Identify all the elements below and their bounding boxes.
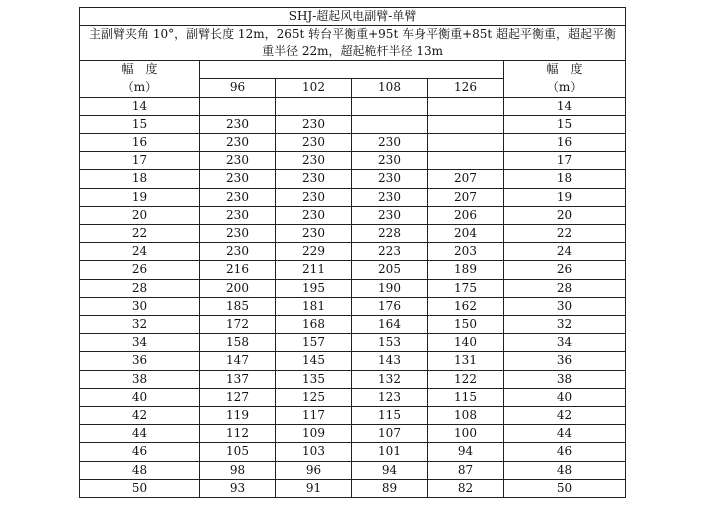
table-row [80,479,626,497]
column-header: 96 [200,79,276,97]
left-radius-header-unit: （m） [80,79,200,97]
load-value-cell: 176 [352,297,428,315]
load-value-cell: 230 [200,188,276,206]
table-row [80,370,626,388]
radius-cell-right: 22 [504,225,626,243]
load-value-cell: 158 [200,334,276,352]
table-row [80,225,626,243]
load-value-cell [428,134,504,152]
table-row [80,261,626,279]
table-row [80,188,626,206]
load-value-cell [428,152,504,170]
boom-length-header-blank [200,61,504,79]
radius-cell-left: 16 [80,134,200,152]
radius-cell-right: 19 [504,188,626,206]
load-value-cell: 87 [428,461,504,479]
load-value-cell: 230 [276,115,352,133]
load-value-cell: 223 [352,243,428,261]
radius-cell-right: 32 [504,316,626,334]
load-value-cell [352,115,428,133]
load-value-cell: 230 [352,134,428,152]
load-value-cell: 122 [428,370,504,388]
radius-cell-left: 28 [80,279,200,297]
column-header: 126 [428,79,504,97]
load-value-cell: 230 [352,188,428,206]
load-value-cell: 100 [428,425,504,443]
load-value-cell: 91 [276,479,352,497]
load-value-cell: 162 [428,297,504,315]
load-value-cell: 125 [276,388,352,406]
load-value-cell: 230 [352,170,428,188]
load-value-cell: 206 [428,206,504,224]
radius-cell-right: 34 [504,334,626,352]
load-value-cell: 230 [200,243,276,261]
table-row [80,352,626,370]
load-value-cell: 127 [200,388,276,406]
radius-cell-right: 26 [504,261,626,279]
right-radius-header-label: 幅 度 [504,61,626,79]
load-value-cell: 103 [276,443,352,461]
table-row [80,425,626,443]
load-value-cell [428,115,504,133]
load-value-cell: 204 [428,225,504,243]
column-header: 108 [352,79,428,97]
load-value-cell [276,97,352,115]
load-value-cell: 190 [352,279,428,297]
radius-cell-left: 26 [80,261,200,279]
load-value-cell: 105 [200,443,276,461]
load-value-cell: 230 [276,225,352,243]
load-value-cell: 230 [200,152,276,170]
radius-cell-right: 40 [504,388,626,406]
load-value-cell: 143 [352,352,428,370]
load-value-cell: 230 [276,134,352,152]
load-value-cell: 94 [352,461,428,479]
table-row [80,316,626,334]
load-value-cell: 230 [276,188,352,206]
load-value-cell: 101 [352,443,428,461]
radius-cell-left: 14 [80,97,200,115]
load-value-cell: 181 [276,297,352,315]
load-value-cell: 115 [352,407,428,425]
load-value-cell: 230 [276,206,352,224]
radius-cell-left: 44 [80,425,200,443]
load-value-cell: 230 [276,170,352,188]
load-value-cell: 98 [200,461,276,479]
table-row [80,443,626,461]
radius-cell-right: 24 [504,243,626,261]
radius-cell-left: 40 [80,388,200,406]
load-value-cell: 230 [200,115,276,133]
load-value-cell: 108 [428,407,504,425]
radius-cell-right: 28 [504,279,626,297]
table-row [80,388,626,406]
radius-cell-left: 38 [80,370,200,388]
table-row [80,407,626,425]
load-value-cell: 230 [200,170,276,188]
load-value-cell: 153 [352,334,428,352]
table-row [80,297,626,315]
load-value-cell: 137 [200,370,276,388]
radius-cell-right: 30 [504,297,626,315]
load-value-cell: 185 [200,297,276,315]
radius-cell-left: 19 [80,188,200,206]
radius-cell-right: 16 [504,134,626,152]
radius-cell-left: 46 [80,443,200,461]
load-value-cell: 115 [428,388,504,406]
table-row [80,461,626,479]
load-value-cell: 109 [276,425,352,443]
radius-cell-right: 38 [504,370,626,388]
radius-cell-left: 18 [80,170,200,188]
load-value-cell: 107 [352,425,428,443]
radius-cell-right: 17 [504,152,626,170]
load-value-cell: 119 [200,407,276,425]
load-value-cell: 228 [352,225,428,243]
radius-cell-left: 36 [80,352,200,370]
load-value-cell: 200 [200,279,276,297]
load-chart-table [79,7,626,498]
radius-cell-right: 42 [504,407,626,425]
table-row [80,97,626,115]
column-header: 102 [276,79,352,97]
load-value-cell: 140 [428,334,504,352]
load-value-cell: 172 [200,316,276,334]
radius-cell-right: 44 [504,425,626,443]
table-row [80,243,626,261]
load-value-cell: 195 [276,279,352,297]
radius-cell-left: 30 [80,297,200,315]
load-value-cell: 145 [276,352,352,370]
load-value-cell: 82 [428,479,504,497]
radius-cell-left: 17 [80,152,200,170]
load-value-cell: 96 [276,461,352,479]
left-radius-header-label: 幅 度 [80,61,200,79]
right-radius-header-unit: （m） [504,79,626,97]
table-description [80,26,626,61]
load-value-cell: 229 [276,243,352,261]
load-value-cell: 230 [200,225,276,243]
load-value-cell: 131 [428,352,504,370]
radius-cell-right: 14 [504,97,626,115]
radius-cell-left: 20 [80,206,200,224]
load-value-cell: 230 [352,152,428,170]
load-value-cell [352,97,428,115]
radius-cell-right: 15 [504,115,626,133]
load-value-cell: 93 [200,479,276,497]
radius-cell-left: 50 [80,479,200,497]
table-row [80,115,626,133]
load-value-cell [428,97,504,115]
table-row [80,334,626,352]
load-value-cell: 230 [276,152,352,170]
table-row [80,206,626,224]
description-line-1: 主副臂夹角 10°，副臂长度 12m，265t 转台平衡重+95t 车身平衡重+85t 超起平衡重，超起平衡 [89,27,617,42]
load-value-cell: 203 [428,243,504,261]
load-value-cell [200,97,276,115]
load-value-cell: 150 [428,316,504,334]
load-value-cell: 230 [200,134,276,152]
load-value-cell: 164 [352,316,428,334]
table-row [80,152,626,170]
load-value-cell: 168 [276,316,352,334]
table-row [80,134,626,152]
radius-cell-right: 20 [504,206,626,224]
radius-cell-left: 24 [80,243,200,261]
load-value-cell: 175 [428,279,504,297]
load-value-cell: 216 [200,261,276,279]
load-value-cell: 230 [200,206,276,224]
load-value-cell: 230 [352,206,428,224]
load-value-cell: 132 [352,370,428,388]
radius-cell-left: 32 [80,316,200,334]
load-value-cell: 94 [428,443,504,461]
load-value-cell: 147 [200,352,276,370]
load-value-cell: 207 [428,170,504,188]
radius-cell-right: 18 [504,170,626,188]
radius-cell-left: 22 [80,225,200,243]
radius-cell-left: 42 [80,407,200,425]
load-value-cell: 211 [276,261,352,279]
load-value-cell: 157 [276,334,352,352]
load-value-cell: 205 [352,261,428,279]
description-line-2: 重半径 22m，超起桅杆半径 13m [262,44,443,59]
load-value-cell: 89 [352,479,428,497]
table-row [80,279,626,297]
load-value-cell: 112 [200,425,276,443]
load-value-cell: 207 [428,188,504,206]
table-title: SHJ-超起风电副臂-单臂 [80,8,626,26]
radius-cell-left: 15 [80,115,200,133]
radius-cell-right: 36 [504,352,626,370]
load-value-cell: 117 [276,407,352,425]
table-row [80,170,626,188]
radius-cell-left: 34 [80,334,200,352]
radius-cell-right: 50 [504,479,626,497]
load-value-cell: 123 [352,388,428,406]
radius-cell-left: 48 [80,461,200,479]
load-value-cell: 135 [276,370,352,388]
radius-cell-right: 46 [504,443,626,461]
load-value-cell: 189 [428,261,504,279]
radius-cell-right: 48 [504,461,626,479]
